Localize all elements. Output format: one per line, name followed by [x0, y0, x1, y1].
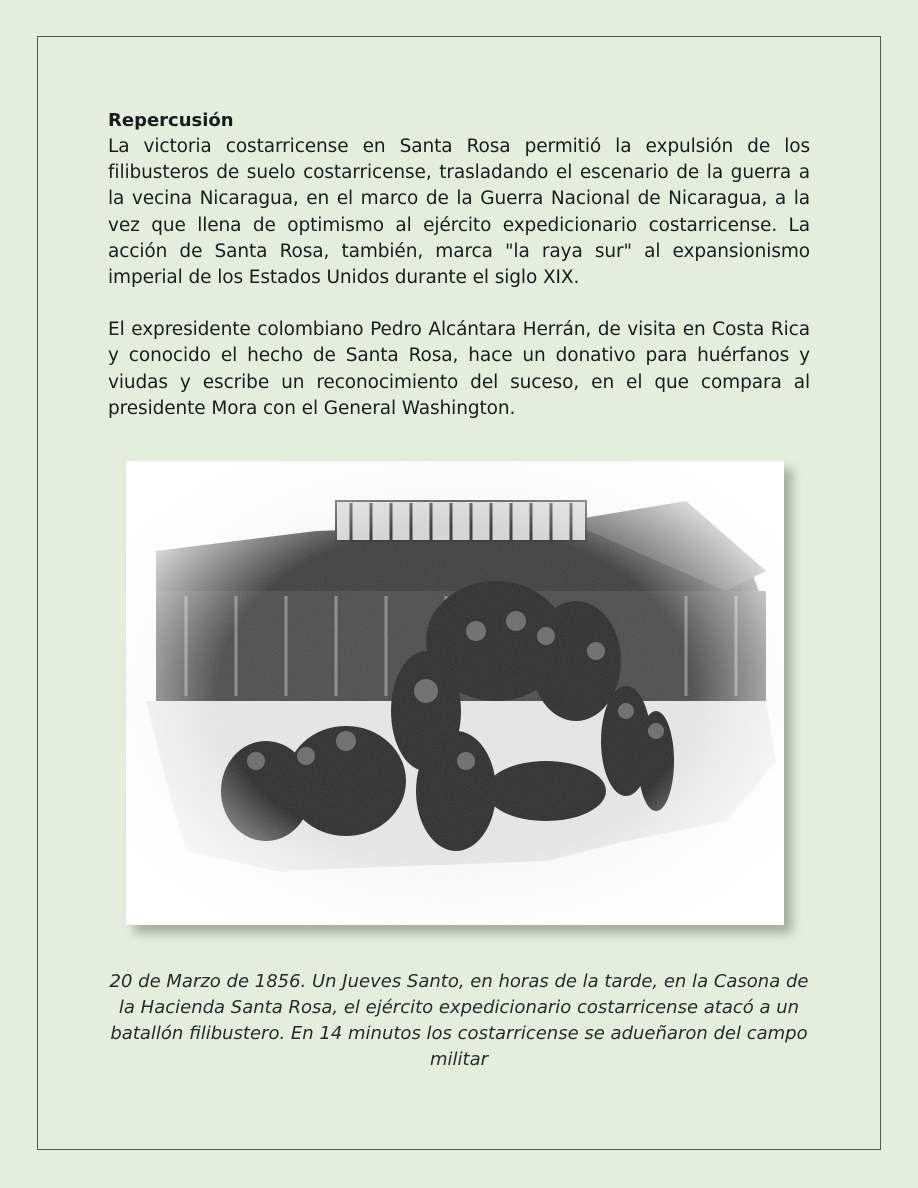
photo-caption: 20 de Marzo de 1856. Un Jueves Santo, en horas de la tarde, en la Casona de la Hacienda Santa Rosa, el ejército expedicionario costarricense atacó a un batallón filibustero. En 14 minutos los costarricense se adueñaron del campo militar: [109, 971, 809, 1070]
paragraph-herran: El expresidente colombiano Pedro Alcántara Herrán, de visita en Costa Rica y conocido el hecho de Santa Rosa, hace un donativo para huérfanos y viudas y escribe un reconocimiento del suceso, en el que compara al presidente Mora con el General Washington.: [108, 319, 810, 419]
text-section: [108, 108, 810, 422]
paragraph-victory: La victoria costarricense en Santa Rosa permitió la expulsión de los filibusteros de suelo costarricense, trasladando el escenario de la guerra a la vecina Nicaragua, en el marco de la Guerra Nacional de Nicaragua, a la vez que llena de optimismo al ejército expedicionario costarricense. La acción de Santa Rosa, también, marca "la raya sur" al expansionismo imperial de los Estados Unidos durante el siglo XIX.: [108, 136, 810, 289]
historical-photo: [126, 461, 784, 925]
section-heading: Repercusión: [108, 110, 234, 131]
photo-illustration: [126, 461, 784, 925]
